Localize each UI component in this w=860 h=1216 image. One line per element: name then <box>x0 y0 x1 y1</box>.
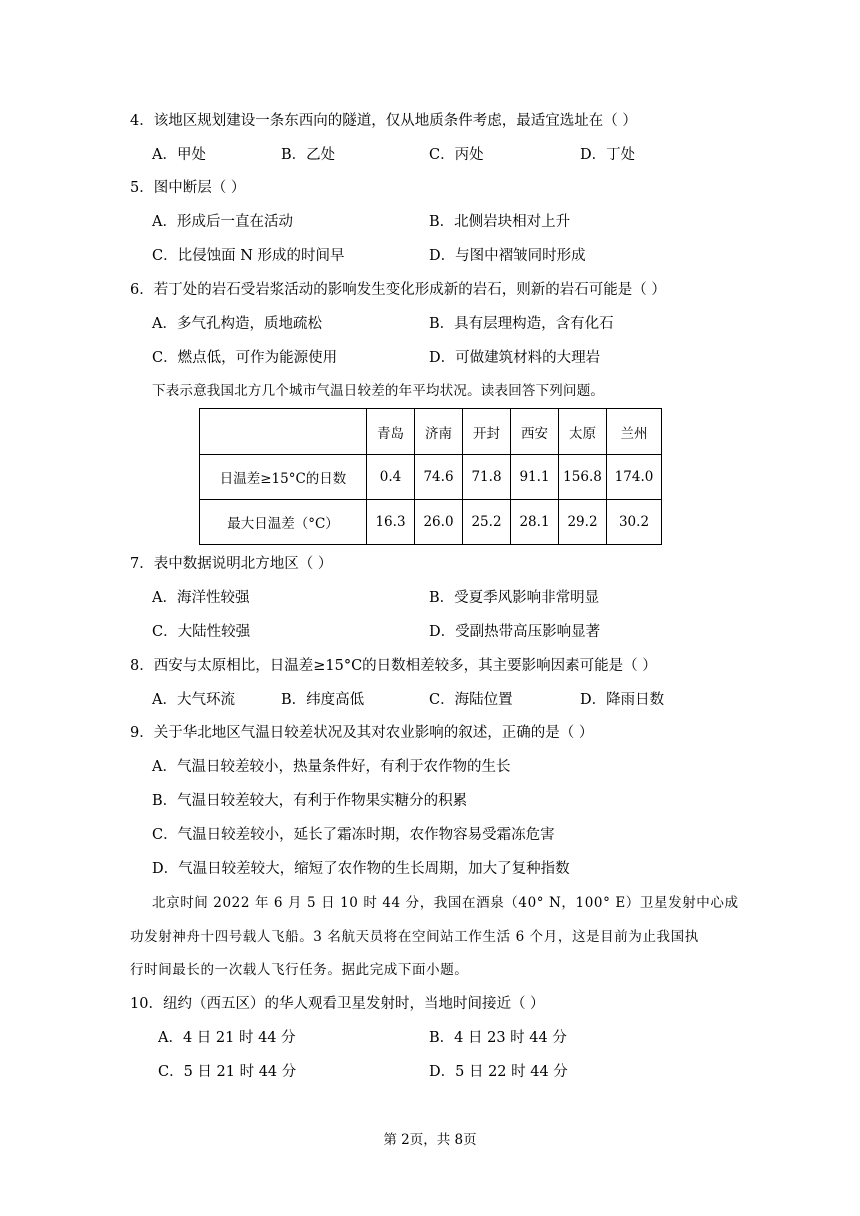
table-cell: 0.4 <box>367 455 415 500</box>
table-header-cell: 济南 <box>415 409 463 455</box>
question-9-option-a: A．气温日较差较小，热量条件好，有利于农作物的生长 <box>152 759 511 775</box>
page-footer: 第 2页，共 8页 <box>383 1132 477 1148</box>
question-4-option-b: B．乙处 <box>281 147 336 163</box>
question-5-option-c: C．比侵蚀面 N 形成的时间早 <box>152 248 345 264</box>
question-6-stem: 6．若丁处的岩石受岩浆活动的影响发生变化形成新的岩石，则新的岩石可能是（ ） <box>130 282 666 298</box>
question-8-option-b: B．纬度高低 <box>281 692 365 708</box>
question-4-stem: 4．该地区规划建设一条东西向的隧道，仅从地质条件考虑，最适宜选址在（ ） <box>130 113 637 129</box>
question-9-option-c: C．气温日较差较小，延长了霜冻时期，农作物容易受霜冻危害 <box>152 827 555 843</box>
question-6-option-d: D．可做建筑材料的大理岩 <box>429 350 601 366</box>
table-header-cell <box>200 409 367 455</box>
question-8-stem: 8．西安与太原相比，日温差≥15°C的日数相差较多，其主要影响因素可能是（ ） <box>130 658 657 674</box>
table-header-cell: 开封 <box>463 409 511 455</box>
passage-line-3: 行时间最长的一次载人飞行任务。据此完成下面小题。 <box>130 962 469 978</box>
table-cell: 29.2 <box>559 500 607 545</box>
table-row-label: 最大日温差（°C） <box>200 500 367 545</box>
question-7-option-d: D．受副热带高压影响显著 <box>429 624 601 640</box>
table-cell: 156.8 <box>559 455 607 500</box>
table-cell: 28.1 <box>511 500 559 545</box>
question-9-stem: 9．关于华北地区气温日较差状况及其对农业影响的叙述，正确的是（ ） <box>130 725 594 741</box>
table-cell: 30.2 <box>607 500 662 545</box>
question-10-option-b: B．4 日 23 时 44 分 <box>429 1030 567 1046</box>
table-header-cell: 太原 <box>559 409 607 455</box>
table-header-cell: 青岛 <box>367 409 415 455</box>
question-4-option-d: D．丁处 <box>580 147 636 163</box>
question-5-option-a: A．形成后一直在活动 <box>152 214 293 230</box>
table-cell: 16.3 <box>367 500 415 545</box>
question-10-option-a: A．4 日 21 时 44 分 <box>158 1030 296 1046</box>
question-9-option-d: D．气温日较差较大，缩短了农作物的生长周期，加大了复种指数 <box>152 861 570 877</box>
table-row <box>200 455 662 500</box>
question-4-option-c: C．丙处 <box>429 147 484 163</box>
question-10-option-c: C．5 日 21 时 44 分 <box>158 1064 297 1080</box>
question-5-option-d: D．与图中褶皱同时形成 <box>429 248 586 264</box>
passage-line-1: 北京时间 2022 年 6 月 5 日 10 时 44 分，我国在酒泉（40° N，100° E）卫星发射中心成 <box>152 895 739 911</box>
question-10-stem: 10．纽约（西五区）的华人观看卫星发射时，当地时间接近（ ） <box>130 996 545 1012</box>
question-7-option-c: C．大陆性较强 <box>152 624 251 640</box>
table-cell: 74.6 <box>415 455 463 500</box>
question-6-option-c: C．燃点低，可作为能源使用 <box>152 350 338 366</box>
question-9-option-b: B．气温日较差较大，有利于作物果实糖分的积累 <box>152 793 468 809</box>
table-cell: 91.1 <box>511 455 559 500</box>
question-4-option-a: A．甲处 <box>152 147 206 163</box>
question-8-option-d: D．降雨日数 <box>580 692 665 708</box>
table-row-label: 日温差≥15°C的日数 <box>200 455 367 500</box>
table-header-cell: 西安 <box>511 409 559 455</box>
question-7-stem: 7．表中数据说明北方地区（ ） <box>130 556 333 572</box>
question-8-option-a: A．大气环流 <box>152 692 235 708</box>
table-cell: 174.0 <box>607 455 662 500</box>
table-cell: 71.8 <box>463 455 511 500</box>
question-5-option-b: B．北侧岩块相对上升 <box>429 214 571 230</box>
question-5-stem: 5．图中断层（ ） <box>130 180 246 196</box>
question-6-option-b: B．具有层理构造，含有化石 <box>429 316 614 332</box>
table-header-row <box>200 409 662 455</box>
question-7-option-a: A．海洋性较强 <box>152 590 250 606</box>
question-8-option-c: C．海陆位置 <box>429 692 513 708</box>
temperature-range-table <box>199 408 662 545</box>
table-cell: 25.2 <box>463 500 511 545</box>
table-row <box>200 500 662 545</box>
question-10-option-d: D．5 日 22 时 44 分 <box>429 1064 568 1080</box>
table-intro: 下表示意我国北方几个城市气温日较差的年平均状况。读表回答下列问题。 <box>152 383 605 399</box>
passage-line-2: 功发射神舟十四号载人飞船。3 名航天员将在空间站工作生活 6 个月，这是目前为止我国执 <box>130 929 699 945</box>
table-cell: 26.0 <box>415 500 463 545</box>
question-7-option-b: B．受夏季风影响非常明显 <box>429 590 600 606</box>
table-header-cell: 兰州 <box>607 409 662 455</box>
question-6-option-a: A．多气孔构造，质地疏松 <box>152 316 322 332</box>
